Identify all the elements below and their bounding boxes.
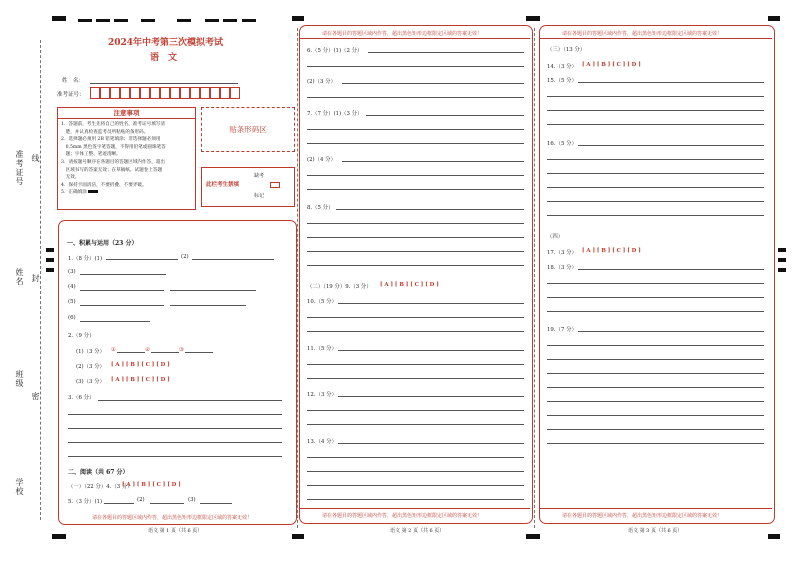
answer-line[interactable] <box>547 401 764 402</box>
answer-panel-page1 <box>58 220 297 525</box>
answer-line[interactable] <box>307 471 524 472</box>
answer-line[interactable] <box>117 352 145 353</box>
question-16: 16.（5 分） <box>547 141 577 147</box>
registration-mark <box>242 19 256 22</box>
answer-line[interactable] <box>547 387 764 388</box>
registration-mark <box>46 258 54 262</box>
answer-line[interactable] <box>307 129 524 130</box>
question-6-part-2: (2)（3 分） <box>307 79 336 85</box>
question-7-part-2: (2)（4 分） <box>307 157 336 163</box>
notice-box <box>57 107 196 210</box>
ticket-cell[interactable] <box>160 87 170 99</box>
ticket-cell[interactable] <box>210 87 220 99</box>
side-label-class: 班级 <box>15 370 24 388</box>
answer-line[interactable] <box>170 290 256 291</box>
panel-divider <box>540 38 772 39</box>
question-18: 18.（3 分） <box>547 265 577 271</box>
ticket-cell[interactable] <box>200 87 210 99</box>
registration-mark <box>177 19 191 22</box>
notice-item: 4．保持卡面清洁，不要折叠、不要弄破。 <box>61 182 147 188</box>
choice-bubbles[interactable]: [ A ] [ B ] [ C ] [ D ] <box>122 482 181 488</box>
registration-mark <box>778 268 786 272</box>
answer-line[interactable] <box>307 97 524 98</box>
notice-item: 2．选择题必须用 2B 铅笔填涂；非选择题必须用 <box>61 137 161 143</box>
answer-line[interactable] <box>547 443 764 444</box>
ticket-cell[interactable] <box>140 87 150 99</box>
answer-line[interactable] <box>338 350 524 351</box>
page-fold-line <box>534 28 535 528</box>
question-10: 10.（5 分） <box>307 299 337 305</box>
question-11: 11.（5 分） <box>307 346 337 352</box>
question-17: 17.（3 分） <box>547 250 577 256</box>
registration-mark <box>526 534 540 539</box>
ticket-cell[interactable] <box>150 87 160 99</box>
answer-line[interactable] <box>307 485 524 486</box>
answer-line[interactable] <box>307 223 524 224</box>
page-footer: 语文 第 3 页（共 6 页） <box>628 528 683 534</box>
answer-line[interactable] <box>80 290 164 291</box>
answer-line[interactable] <box>547 429 764 430</box>
ticket-cell[interactable] <box>130 87 140 99</box>
answer-line[interactable] <box>307 237 524 238</box>
question-1-part-2: (2) <box>181 254 189 260</box>
registration-mark <box>78 19 92 22</box>
ticket-cell[interactable] <box>100 87 110 99</box>
answer-line[interactable] <box>80 305 164 306</box>
question-1-part-5: (5) <box>68 299 76 305</box>
answer-line[interactable] <box>68 456 282 457</box>
answer-line[interactable] <box>200 503 232 504</box>
answer-line[interactable] <box>106 259 178 260</box>
ticket-label: 准考证号： <box>57 92 85 98</box>
absent-box <box>201 167 295 207</box>
answer-line[interactable] <box>80 321 150 322</box>
question-7: 7.（7 分）(1)（3 分） <box>307 111 363 117</box>
page-fold-line <box>297 28 298 528</box>
panel-divider <box>300 38 530 39</box>
answer-line[interactable] <box>366 115 524 116</box>
question-2-part-1: (1)（3 分） <box>76 349 105 355</box>
section-heading: 一、积累与运用（23 分） <box>67 240 138 247</box>
answer-line[interactable] <box>338 303 524 304</box>
ticket-cell[interactable] <box>230 87 240 99</box>
answer-line[interactable] <box>368 52 524 53</box>
section-heading: （三）（13 分） <box>547 47 586 53</box>
answer-line[interactable] <box>342 161 524 162</box>
absent-label: 此栏考生禁填 <box>206 182 240 188</box>
registration-mark <box>768 534 780 539</box>
section-heading: （四） <box>547 234 564 240</box>
answer-line[interactable] <box>104 503 134 504</box>
answer-line[interactable] <box>578 82 764 83</box>
ticket-cell[interactable] <box>190 87 200 99</box>
notice-item: 无效。 <box>61 175 80 181</box>
question-3: 3.（6 分） <box>68 395 95 401</box>
answer-line[interactable] <box>547 345 764 346</box>
ticket-cell[interactable] <box>90 87 100 99</box>
filled-sample-mark <box>88 190 98 193</box>
boundary-warning: 请在各题目的答题区域内作答，超出黑色矩形边框限定区域的答案无效！ <box>562 513 723 519</box>
boundary-warning: 请在各题目的答题区域内作答，超出黑色矩形边框限定区域的答案无效！ <box>322 31 483 37</box>
answer-line[interactable] <box>68 442 282 443</box>
answer-line[interactable] <box>307 499 524 500</box>
panel-divider <box>540 508 772 509</box>
notice-item: 题；字体工整、笔迹清晰。 <box>61 152 121 158</box>
answer-line[interactable] <box>98 400 282 401</box>
registration-mark <box>292 16 304 21</box>
question-5-part-2: (2) <box>137 497 145 503</box>
side-label-line: 线 <box>31 154 40 163</box>
answer-line[interactable] <box>307 364 524 365</box>
notice-item: 5．正确填涂 <box>61 189 192 197</box>
answer-line[interactable] <box>307 378 524 379</box>
panel-divider <box>300 508 530 509</box>
page-footer: 语文 第 1 页（共 6 页） <box>148 528 203 534</box>
side-label-secret: 密 <box>31 392 40 401</box>
name-field[interactable] <box>90 83 238 84</box>
registration-mark <box>114 19 128 22</box>
answer-line[interactable] <box>547 297 764 298</box>
registration-mark <box>52 534 66 539</box>
section-heading: 二、阅读（共 67 分） <box>68 469 129 476</box>
side-label-seal: 封 <box>31 274 40 283</box>
choice-bubbles[interactable]: [ A ] [ B ] [ C ] [ D ] <box>582 62 641 68</box>
registration-mark <box>778 258 786 262</box>
choice-bubbles[interactable]: [ A ] [ B ] [ C ] [ D ] <box>111 362 170 368</box>
answer-line[interactable] <box>80 274 166 275</box>
answer-line[interactable] <box>547 96 764 97</box>
question-12: 12.（3 分） <box>307 392 337 398</box>
choice-bubbles[interactable]: [ A ] [ B ] [ C ] [ D ] <box>111 377 170 383</box>
registration-mark <box>46 248 54 252</box>
absent-text-2: 标记 <box>254 193 265 199</box>
circle-mark: ② <box>145 347 150 353</box>
answer-line[interactable] <box>338 396 524 397</box>
notice-item: 楚，并认真检查监考员所粘贴的条形码。 <box>61 129 149 135</box>
question-14: 14.（3 分） <box>547 64 577 70</box>
exam-subject: 语 文 <box>150 53 178 63</box>
registration-mark <box>526 16 540 21</box>
answer-line[interactable] <box>185 352 213 353</box>
answer-line[interactable] <box>547 159 764 160</box>
answer-line[interactable] <box>307 66 524 67</box>
question-5-part-3: (3) <box>188 497 196 503</box>
notice-item: 1．答题前，考生先将自己的姓名，准考证号填写清 <box>61 122 165 127</box>
answer-line[interactable] <box>307 424 524 425</box>
answer-line[interactable] <box>307 410 524 411</box>
side-label-name: 姓名 <box>15 268 24 286</box>
question-2: 2.（9 分） <box>68 333 95 339</box>
answer-line[interactable] <box>547 215 764 216</box>
registration-mark <box>778 248 786 252</box>
registration-mark <box>52 16 66 21</box>
boundary-warning: 请在各题目的答题区域内作答，超出黑色矩形边框限定区域的答案无效！ <box>92 515 253 521</box>
question-2-part-3: (3)（3 分） <box>76 379 105 385</box>
barcode-label: 贴条形码区 <box>229 125 267 134</box>
question-6: 6.（5 分）(1)（2 分） <box>307 48 363 54</box>
reading-part-1: （一）（22 分）4.（3 分） <box>68 484 133 490</box>
answer-line[interactable] <box>578 331 764 332</box>
answer-line[interactable] <box>68 414 282 415</box>
answer-line[interactable] <box>170 305 246 306</box>
name-label: 姓 名： <box>62 78 85 84</box>
question-19: 19.（7 分） <box>547 327 577 333</box>
choice-bubbles[interactable]: [ A ] [ B ] [ C ] [ D ] <box>582 248 641 254</box>
registration-mark <box>205 19 219 22</box>
answer-line[interactable] <box>307 143 524 144</box>
registration-mark <box>141 19 155 22</box>
answer-line[interactable] <box>307 331 524 332</box>
registration-mark <box>96 19 110 22</box>
ticket-cell[interactable] <box>120 87 130 99</box>
notice-item: 0.5mm 黑色签字笔答题，不得用铅笔或圆珠笔答 <box>61 144 166 150</box>
absent-text-1: 缺考 <box>254 173 265 179</box>
answer-line[interactable] <box>338 443 524 444</box>
boundary-warning: 请在各题目的答题区域内作答，超出黑色矩形边框限定区域的答案无效！ <box>322 513 483 519</box>
notice-item: 3．请按题号顺序在各题目的答题区域内作答，超出 <box>61 159 165 165</box>
answer-line[interactable] <box>547 283 764 284</box>
question-1-part-6: (6) <box>68 315 76 321</box>
answer-line[interactable] <box>307 251 524 252</box>
ticket-cell[interactable] <box>220 87 230 99</box>
boundary-warning: 请在各题目的答题区域内作答，超出黑色矩形边框限定区域的答案无效！ <box>562 31 723 37</box>
choice-bubbles[interactable]: [ A ] [ B ] [ C ] [ D ] <box>380 282 439 288</box>
answer-line[interactable] <box>307 175 524 176</box>
answer-line[interactable] <box>547 187 764 188</box>
question-13: 13.（4 分） <box>307 439 337 445</box>
registration-mark <box>223 19 237 22</box>
ticket-cell[interactable] <box>180 87 190 99</box>
answer-line[interactable] <box>151 352 179 353</box>
question-1: 1.（8 分）(1) <box>68 256 103 262</box>
answer-panel-page3 <box>539 25 775 524</box>
question-1-part-4: (4) <box>68 284 76 290</box>
answer-line[interactable] <box>150 503 184 504</box>
answer-line[interactable] <box>547 311 764 312</box>
question-1-part-3: (3) <box>68 269 76 275</box>
registration-mark <box>46 268 54 272</box>
answer-line[interactable] <box>547 173 764 174</box>
answer-line[interactable] <box>192 259 274 260</box>
page-footer: 语文 第 2 页（共 6 页） <box>390 528 445 534</box>
question-2-part-2: (2)（3 分） <box>76 364 105 370</box>
question-15: 15.（5 分） <box>547 78 577 84</box>
answer-line[interactable] <box>547 201 764 202</box>
answer-line[interactable] <box>336 209 524 210</box>
answer-line[interactable] <box>547 373 764 374</box>
answer-line[interactable] <box>307 265 524 266</box>
barcode-area <box>201 107 295 152</box>
answer-line[interactable] <box>342 83 524 84</box>
circle-mark: ③ <box>179 347 184 353</box>
answer-line[interactable] <box>307 457 524 458</box>
question-8: 8.（5 分） <box>307 205 334 211</box>
notice-title: 注意事项 <box>58 108 195 119</box>
notice-item: 区域书写的答案无效；在草稿纸、试题卷上答题 <box>61 167 163 173</box>
answer-line[interactable] <box>307 317 524 318</box>
answer-line[interactable] <box>307 189 524 190</box>
answer-panel-page2 <box>299 25 533 524</box>
ticket-cell[interactable] <box>110 87 120 99</box>
answer-line[interactable] <box>68 428 282 429</box>
absent-checkbox[interactable] <box>270 182 280 188</box>
answer-line[interactable] <box>547 415 764 416</box>
answer-line[interactable] <box>547 124 764 125</box>
registration-mark <box>292 534 304 539</box>
answer-line[interactable] <box>578 269 764 270</box>
answer-line[interactable] <box>578 145 764 146</box>
side-label-school: 学校 <box>15 478 24 496</box>
question-5: 5.（3 分）(1) <box>68 499 103 505</box>
answer-line[interactable] <box>547 359 764 360</box>
side-label-ticket: 准考证号 <box>15 150 24 186</box>
question-9: （二）（19 分）9.（3 分） <box>307 284 372 290</box>
circle-mark: ① <box>111 347 116 353</box>
registration-mark <box>768 16 780 21</box>
exam-title: 2024年中考第三次模拟考试 <box>108 38 224 48</box>
ticket-cell[interactable] <box>170 87 180 99</box>
answer-line[interactable] <box>547 110 764 111</box>
